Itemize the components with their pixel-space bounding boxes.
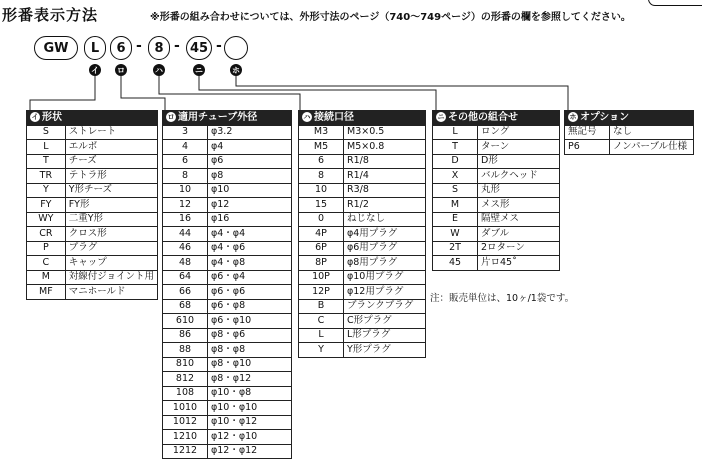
marker-option: ホ [232, 65, 240, 75]
code-cell: 108 [163, 386, 208, 401]
code-cell: 無記号 [565, 125, 610, 140]
description-cell: バルクヘッド [478, 169, 560, 184]
code-cell: 88 [163, 343, 208, 358]
description-cell: D形 [478, 154, 560, 169]
description-cell: FY形 [65, 198, 157, 213]
code-separator: - [216, 38, 222, 54]
description-cell: φ4・φ4 [208, 227, 292, 242]
code-cell: 66 [163, 285, 208, 300]
table-row [163, 299, 292, 314]
table-row [433, 256, 560, 271]
description-cell: 2ロターン [478, 241, 560, 256]
description-cell: φ12・φ12 [208, 444, 292, 459]
code-cell: 4 [163, 140, 208, 155]
table-row [163, 125, 292, 140]
code-cell: 15 [299, 198, 344, 213]
description-cell: φ12用プラグ [344, 285, 426, 300]
table-tube-header: ロ 適用チューブ外径 [163, 111, 292, 126]
table-row [299, 328, 426, 343]
code-cell: T [433, 140, 478, 155]
table-combo [432, 110, 560, 271]
code-cell: 12 [163, 198, 208, 213]
table-row [27, 256, 158, 271]
description-cell: R3/8 [344, 183, 426, 198]
code-tube: 6 [110, 36, 132, 60]
table-row [299, 299, 426, 314]
code-cell: 10P [299, 270, 344, 285]
table-row [299, 343, 426, 358]
table-row [433, 198, 560, 213]
description-cell: φ6用プラグ [344, 241, 426, 256]
table-row [27, 154, 158, 169]
table-row [163, 314, 292, 329]
description-cell: φ8・φ6 [208, 328, 292, 343]
table-row [299, 212, 426, 227]
description-cell: マニホールド [65, 285, 157, 300]
code-cell: 44 [163, 227, 208, 242]
description-cell: φ10 [208, 183, 292, 198]
connector-port [159, 76, 300, 110]
table-row [299, 169, 426, 184]
code-cell: 8 [299, 169, 344, 184]
table-row [163, 256, 292, 271]
table-row [163, 140, 292, 155]
description-cell: メス形 [478, 198, 560, 213]
table-row [163, 372, 292, 387]
table-row [433, 241, 560, 256]
description-cell: ダブル [478, 227, 560, 242]
table-row [433, 154, 560, 169]
code-series: GW [34, 36, 78, 60]
table-row [27, 212, 158, 227]
table-row [433, 212, 560, 227]
marker-tube: ロ [117, 65, 125, 75]
description-cell: φ12 [208, 198, 292, 213]
description-cell: φ8用プラグ [344, 256, 426, 271]
description-cell: φ12・φ10 [208, 430, 292, 445]
description-cell: C形プラグ [344, 314, 426, 329]
code-cell: 64 [163, 270, 208, 285]
code-cell: 8P [299, 256, 344, 271]
code-cell: 6P [299, 241, 344, 256]
table-row [163, 430, 292, 445]
code-cell: L [433, 125, 478, 140]
marker-ni-icon: ニ [437, 112, 445, 121]
code-cell: 10 [299, 183, 344, 198]
description-cell: 丸形 [478, 183, 560, 198]
description-cell: φ8・φ10 [208, 357, 292, 372]
connector-tube [121, 76, 165, 110]
code-cell: 0 [299, 212, 344, 227]
description-cell: ねじなし [344, 212, 426, 227]
code-cell: E [433, 212, 478, 227]
description-cell: チーズ [65, 154, 157, 169]
table-row [163, 401, 292, 416]
connector-combo [199, 76, 436, 110]
code-cell: 1212 [163, 444, 208, 459]
table-row [433, 140, 560, 155]
code-cell: C [299, 314, 344, 329]
table-row [299, 241, 426, 256]
table-row [299, 125, 426, 140]
description-cell: φ4・φ6 [208, 241, 292, 256]
table-row [163, 154, 292, 169]
page-title: 形番表示方法 [2, 6, 99, 24]
description-cell: R1/2 [344, 198, 426, 213]
code-cell: 6 [299, 154, 344, 169]
table-row [27, 227, 158, 242]
table-row [565, 140, 694, 155]
table-row [27, 140, 158, 155]
table-row [27, 285, 158, 300]
code-cell: W [433, 227, 478, 242]
description-cell: φ8・φ8 [208, 343, 292, 358]
table-row [433, 125, 560, 140]
table-row [163, 227, 292, 242]
code-cell: Y [27, 183, 66, 198]
table-tube [162, 110, 292, 459]
table-row [163, 415, 292, 430]
code-cell: P [27, 241, 66, 256]
table-row [27, 169, 158, 184]
code-cell: TR [27, 169, 66, 184]
table-row [299, 256, 426, 271]
code-cell: 16 [163, 212, 208, 227]
code-cell: L [299, 328, 344, 343]
code-cell: S [433, 183, 478, 198]
code-cell: 812 [163, 372, 208, 387]
table-row [163, 169, 292, 184]
description-cell: なし [610, 125, 694, 140]
table-shape-header: イ 形状 [27, 111, 158, 126]
description-cell: φ6 [208, 154, 292, 169]
code-cell: 8 [163, 169, 208, 184]
code-cell: 45 [433, 256, 478, 271]
table-combo-header: ニ その他の組合せ [433, 111, 560, 126]
code-cell: 610 [163, 314, 208, 329]
table-row [433, 169, 560, 184]
description-cell: キャップ [65, 256, 157, 271]
code-cell: 1210 [163, 430, 208, 445]
description-cell: Y形プラグ [344, 343, 426, 358]
table-row [433, 227, 560, 242]
reference-note: ※形番の組み合わせについては、外形寸法のページ（740〜749ページ）の形番の欄を参照してください。 [150, 12, 631, 23]
code-shape: L [84, 36, 106, 60]
code-cell: S [27, 125, 66, 140]
code-separator: - [136, 38, 142, 54]
code-cell: 2T [433, 241, 478, 256]
code-cell: 12P [299, 285, 344, 300]
description-cell: M5×0.8 [344, 140, 426, 155]
table-row [565, 125, 694, 140]
connector-option [236, 76, 568, 110]
description-cell: エルボ [65, 140, 157, 155]
description-cell: R1/4 [344, 169, 426, 184]
table-row [163, 357, 292, 372]
description-cell: φ10・φ10 [208, 401, 292, 416]
code-cell: MF [27, 285, 66, 300]
code-cell: 86 [163, 328, 208, 343]
code-cell: 48 [163, 256, 208, 271]
table-option-header: ホ オプション [565, 111, 694, 126]
connector-shape [30, 76, 95, 110]
code-cell: 3 [163, 125, 208, 140]
table-row [27, 270, 158, 285]
table-row [163, 212, 292, 227]
description-cell: Y形チーズ [65, 183, 157, 198]
code-cell: 10 [163, 183, 208, 198]
table-port-header: ハ 接続口径 [299, 111, 426, 126]
code-cell: Y [299, 343, 344, 358]
table-row [163, 183, 292, 198]
description-cell: φ8・φ12 [208, 372, 292, 387]
table-row [299, 198, 426, 213]
code-cell: FY [27, 198, 66, 213]
description-cell: φ8 [208, 169, 292, 184]
code-cell: B [299, 299, 344, 314]
marker-ro-icon: ロ [167, 112, 175, 121]
table-row [299, 140, 426, 155]
code-cell: WY [27, 212, 66, 227]
description-cell: φ6・φ10 [208, 314, 292, 329]
code-cell: 6 [163, 154, 208, 169]
description-cell: φ4用プラグ [344, 227, 426, 242]
description-cell: φ6・φ4 [208, 270, 292, 285]
description-cell: 二重Y形 [65, 212, 157, 227]
code-cell: M5 [299, 140, 344, 155]
description-cell: φ10・φ8 [208, 386, 292, 401]
description-cell: M3×0.5 [344, 125, 426, 140]
table-row [299, 285, 426, 300]
table-row [163, 198, 292, 213]
code-port: 8 [148, 36, 170, 60]
table-row [163, 241, 292, 256]
description-cell: クロス形 [65, 227, 157, 242]
table-shape [26, 110, 158, 300]
marker-i-icon: イ [31, 112, 39, 121]
table-row [163, 444, 292, 459]
description-cell: ロング [478, 125, 560, 140]
description-cell: ストレート [65, 125, 157, 140]
footnote: 注：販売単位は、10ヶ/1袋です。 [430, 293, 575, 304]
table-row [433, 183, 560, 198]
table-row [299, 314, 426, 329]
code-cell: T [27, 154, 66, 169]
code-cell: CR [27, 227, 66, 242]
description-cell: φ4 [208, 140, 292, 155]
code-cell: X [433, 169, 478, 184]
description-cell: 片ロ45˚ [478, 256, 560, 271]
code-cell: P6 [565, 140, 610, 155]
table-row [163, 270, 292, 285]
table-row [299, 183, 426, 198]
code-cell: L [27, 140, 66, 155]
table-row [163, 285, 292, 300]
description-cell: テトラ形 [65, 169, 157, 184]
description-cell: φ6・φ6 [208, 285, 292, 300]
table-row [27, 198, 158, 213]
table-row [163, 343, 292, 358]
code-cell: 1010 [163, 401, 208, 416]
marker-port: ハ [155, 65, 163, 75]
code-cell: D [433, 154, 478, 169]
code-cell: C [27, 256, 66, 271]
table-row [27, 125, 158, 140]
table-row [163, 386, 292, 401]
table-row [27, 241, 158, 256]
description-cell: φ4・φ8 [208, 256, 292, 271]
marker-shape: イ [91, 65, 99, 75]
code-cell: M [433, 198, 478, 213]
code-cell: 46 [163, 241, 208, 256]
description-cell: ブランクプラグ [344, 299, 426, 314]
table-row [299, 270, 426, 285]
table-port [298, 110, 426, 358]
description-cell: R1/8 [344, 154, 426, 169]
description-cell: ノンパーブル仕様 [610, 140, 694, 155]
marker-ha-icon: ハ [303, 112, 311, 121]
marker-combo: ニ [195, 65, 203, 75]
description-cell: φ16 [208, 212, 292, 227]
code-cell: 4P [299, 227, 344, 242]
description-cell: φ10・φ12 [208, 415, 292, 430]
table-row [27, 183, 158, 198]
description-cell: ターン [478, 140, 560, 155]
description-cell: φ10用プラグ [344, 270, 426, 285]
description-cell: φ3.2 [208, 125, 292, 140]
code-cell: 810 [163, 357, 208, 372]
table-option [564, 110, 694, 155]
description-cell: L形プラグ [344, 328, 426, 343]
description-cell: 隔壁メス [478, 212, 560, 227]
description-cell: プラグ [65, 241, 157, 256]
table-row [299, 227, 426, 242]
description-cell: 対線付ジョイント用 [65, 270, 157, 285]
code-separator: - [174, 38, 180, 54]
table-row [299, 154, 426, 169]
code-combo: 45 [186, 36, 212, 60]
marker-ho-icon: ホ [569, 112, 577, 121]
code-cell: 68 [163, 299, 208, 314]
description-cell: φ6・φ8 [208, 299, 292, 314]
code-cell: M3 [299, 125, 344, 140]
table-row [163, 328, 292, 343]
code-cell: M [27, 270, 66, 285]
code-cell: 1012 [163, 415, 208, 430]
